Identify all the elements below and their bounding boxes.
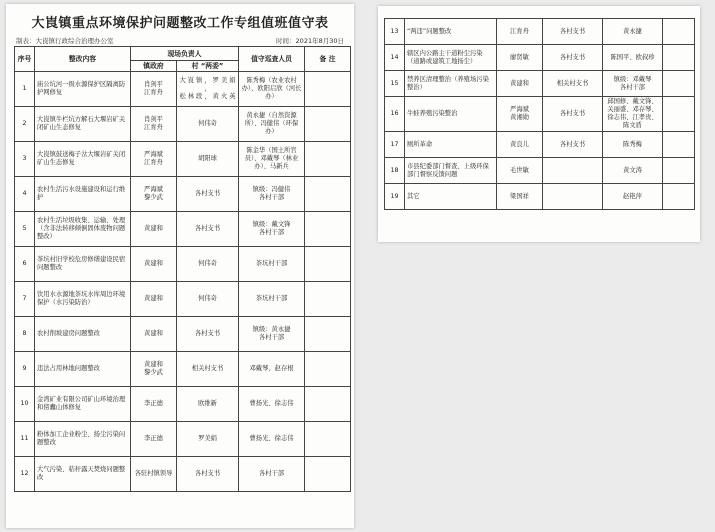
row-remark — [305, 387, 351, 422]
row-task: 农村生活污水设施建设和运行维护 — [35, 177, 131, 212]
row-town-leader: 各驻村镇领导 — [131, 457, 177, 492]
row-task: 金湾矿业有限公司矿山环境治理和傍蠹山体修复 — [35, 387, 131, 422]
row-village-leader — [543, 158, 603, 184]
duty-table-right — [384, 18, 695, 210]
row-remark — [305, 457, 351, 492]
row-town-leader: 严海斌 黎少武 — [131, 177, 177, 212]
table-row — [385, 132, 695, 158]
header-town-gov: 镇政府 — [131, 61, 177, 72]
row-task: 大崀镇鼓送梅子岔大堰岩矿关闭矿山生态修复 — [35, 142, 131, 177]
row-remark — [305, 72, 351, 107]
row-town-leader: 毛世敏 — [497, 158, 543, 184]
row-remark — [663, 97, 695, 132]
row-town-leader: 黄建和 — [131, 247, 177, 282]
row-task: 大崀镇牛栏坑方解石大堰岩矿关闭矿山生态修复 — [35, 107, 131, 142]
table-row — [385, 184, 695, 210]
row-remark — [663, 184, 695, 210]
row-task: 禁养区清理整治（养殖场污染整治） — [405, 71, 497, 97]
row-task: 违法占用林地问题整改 — [35, 352, 131, 387]
row-duty-staff: 邱国修、戴文锋、关丽盛、邓存琴、徐志伟、江孝贵、陈文盾 — [603, 97, 663, 132]
row-remark — [305, 142, 351, 177]
duty-table-left — [14, 46, 351, 492]
row-remark — [305, 212, 351, 247]
table-row — [15, 72, 351, 107]
row-village-leader: 各村支书 — [177, 177, 239, 212]
row-remark — [305, 352, 351, 387]
row-village-leader: 各村支书 — [543, 97, 603, 132]
row-village-leader: 大 崀 镇 ， 罗 美 娟 ， 松 林 段 ， 黄 火 英 — [177, 72, 239, 107]
row-number: 8 — [15, 317, 35, 352]
row-town-leader: 廖贤敏 — [497, 45, 543, 71]
row-duty-staff: 黄永捷 — [603, 19, 663, 45]
row-number: 13 — [385, 19, 405, 45]
header-leaders: 现场负责人 — [131, 47, 239, 61]
row-town-leader: 黄建和 — [497, 71, 543, 97]
row-remark — [663, 71, 695, 97]
row-village-leader: 相关村支书 — [543, 71, 603, 97]
row-task: 粉体加工企业粉尘、扬尘污染问题整改 — [35, 422, 131, 457]
row-number: 16 — [385, 97, 405, 132]
row-task: 辖区内公路主干道粉尘污染（道路或建筑工地扬尘） — [405, 45, 497, 71]
row-duty-staff: 黄永捷（自然资源所）、冯健伟（环保办） — [239, 107, 305, 142]
row-remark — [305, 247, 351, 282]
row-town-leader: 肖剑平 江育舟 — [131, 72, 177, 107]
row-number: 5 — [15, 212, 35, 247]
row-village-leader: 罗美娟 — [177, 422, 239, 457]
row-duty-staff: 黄文涛 — [603, 158, 663, 184]
row-town-leader: 肖剑平 江育舟 — [131, 107, 177, 142]
table-body-left — [15, 72, 351, 492]
row-duty-staff: 各村干部 — [239, 457, 305, 492]
row-village-leader: 何伟奇 — [177, 247, 239, 282]
header-remarks: 备 注 — [305, 47, 351, 72]
table-row — [385, 97, 695, 132]
row-village-leader: 各村支书 — [543, 132, 603, 158]
row-village-leader: 何伟奇 — [177, 282, 239, 317]
table-row — [15, 282, 351, 317]
row-task: 农村削坡建房问题整改 — [35, 317, 131, 352]
row-duty-staff: 陈秀梅 — [603, 132, 663, 158]
left-page — [6, 4, 354, 528]
header-number: 序号 — [15, 47, 35, 72]
row-duty-staff: 邓戴琴、赵存根 — [239, 352, 305, 387]
table-row — [15, 352, 351, 387]
row-village-leader: 各村支书 — [177, 457, 239, 492]
row-remark — [663, 45, 695, 71]
row-town-leader: 黄建和 — [131, 212, 177, 247]
document-title: 大崀镇重点环境保护问题整改工作专组值班值守表 — [31, 16, 329, 31]
table-row — [15, 422, 351, 457]
row-town-leader: 黄建和 黎少武 — [131, 352, 177, 387]
table-row — [385, 158, 695, 184]
row-number: 10 — [15, 387, 35, 422]
row-remark — [305, 422, 351, 457]
row-task: 牛蛙养殖污染整治 — [405, 97, 497, 132]
row-village-leader: 胡阳球 — [177, 142, 239, 177]
row-remark — [305, 107, 351, 142]
row-village-leader: 各村支书 — [543, 45, 603, 71]
table-row — [15, 177, 351, 212]
row-task: 饮用水水源地茶坑水库周边环境保护（水污染防治） — [35, 282, 131, 317]
row-town-leader: 严海斌 江育舟 — [131, 142, 177, 177]
row-village-leader — [543, 184, 603, 210]
row-village-leader: 各村支书 — [543, 19, 603, 45]
row-task: 厕所革命 — [405, 132, 497, 158]
row-number: 14 — [385, 45, 405, 71]
row-number: 4 — [15, 177, 35, 212]
row-number: 1 — [15, 72, 35, 107]
row-duty-staff: 曹扬光、徐志伟 — [239, 387, 305, 422]
row-village-leader: 相关村支书 — [177, 352, 239, 387]
table-row — [15, 387, 351, 422]
row-remark — [305, 177, 351, 212]
header-duty-staff: 值守巡查人员 — [239, 47, 305, 72]
row-duty-staff: 陈国平、欧叔珍 — [603, 45, 663, 71]
row-number: 2 — [15, 107, 35, 142]
row-task: 市县纪委部门督查、上级环保部门督察反馈问题 — [405, 158, 497, 184]
row-duty-staff: 镇级：戴文锋 各村干部 — [239, 212, 305, 247]
row-duty-staff: 曹扬光、徐志伟 — [239, 422, 305, 457]
row-remark — [305, 282, 351, 317]
header-village-committees: 村 “两委” — [177, 61, 239, 72]
header-task: 整改内容 — [35, 47, 131, 72]
row-number: 7 — [15, 282, 35, 317]
row-task: 其它 — [405, 184, 497, 210]
table-row — [15, 317, 351, 352]
row-remark — [663, 19, 695, 45]
table-row — [15, 247, 351, 282]
row-town-leader: 黄建和 — [131, 282, 177, 317]
row-village-leader: 各村支书 — [177, 212, 239, 247]
row-task: “两违”问题整改 — [405, 19, 497, 45]
row-town-leader: 严海斌 黄湘勋 — [497, 97, 543, 132]
date-label: 时间：2021年8月30日 — [276, 37, 344, 45]
row-duty-staff: 陈秀梅（农业农村办）、欧阳启欣（河长办） — [239, 72, 305, 107]
row-town-leader: 李正德 — [131, 422, 177, 457]
row-number: 15 — [385, 71, 405, 97]
organization-label: 制表：大崀镇行政综合治理办公室 — [16, 37, 114, 45]
table-row — [15, 457, 351, 492]
row-number: 11 — [15, 422, 35, 457]
row-remark — [663, 132, 695, 158]
row-town-leader: 梁国祥 — [497, 184, 543, 210]
row-remark — [305, 317, 351, 352]
table-row — [15, 107, 351, 142]
row-number: 12 — [15, 457, 35, 492]
row-town-leader: 黄建和 — [131, 317, 177, 352]
table-row — [15, 212, 351, 247]
row-duty-staff: 镇级：邓戴琴 各村干部 — [603, 71, 663, 97]
row-number: 9 — [15, 352, 35, 387]
row-town-leader: 李正德 — [131, 387, 177, 422]
row-number: 19 — [385, 184, 405, 210]
row-number: 3 — [15, 142, 35, 177]
row-town-leader: 江育舟 — [497, 19, 543, 45]
row-task: 庙公坑河一级水源保护区隔离防护网修复 — [35, 72, 131, 107]
table-row — [385, 19, 695, 45]
row-village-leader: 何伟奇 — [177, 107, 239, 142]
row-duty-staff: 茶坑村干部 — [239, 282, 305, 317]
row-task: 茶坑村旧学校危房修缮建设民宿问题整改 — [35, 247, 131, 282]
row-task: 大气污染、秸秆露天焚烧问题整改 — [35, 457, 131, 492]
row-remark — [663, 158, 695, 184]
row-duty-staff: 赵艳萍 — [603, 184, 663, 210]
row-number: 17 — [385, 132, 405, 158]
row-duty-staff: 陈金华（国土所官员）、邓戴琴（林业办）、马新兵 — [239, 142, 305, 177]
row-duty-staff: 镇级：黄永捷 各村干部 — [239, 317, 305, 352]
right-page — [378, 6, 700, 242]
table-row — [15, 142, 351, 177]
row-village-leader: 各村支书 — [177, 317, 239, 352]
row-village-leader: 欧维新 — [177, 387, 239, 422]
row-number: 18 — [385, 158, 405, 184]
row-duty-staff: 镇级：冯健伟 各村干部 — [239, 177, 305, 212]
table-row — [385, 45, 695, 71]
table-row — [385, 71, 695, 97]
table-body-right — [385, 19, 695, 210]
row-number: 6 — [15, 247, 35, 282]
row-town-leader: 黄良儿 — [497, 132, 543, 158]
row-task: 农村生活垃圾收集、运输、处理（含非法转移倾倒固体废物问题整改） — [35, 212, 131, 247]
row-duty-staff: 茶坑村干部 — [239, 247, 305, 282]
